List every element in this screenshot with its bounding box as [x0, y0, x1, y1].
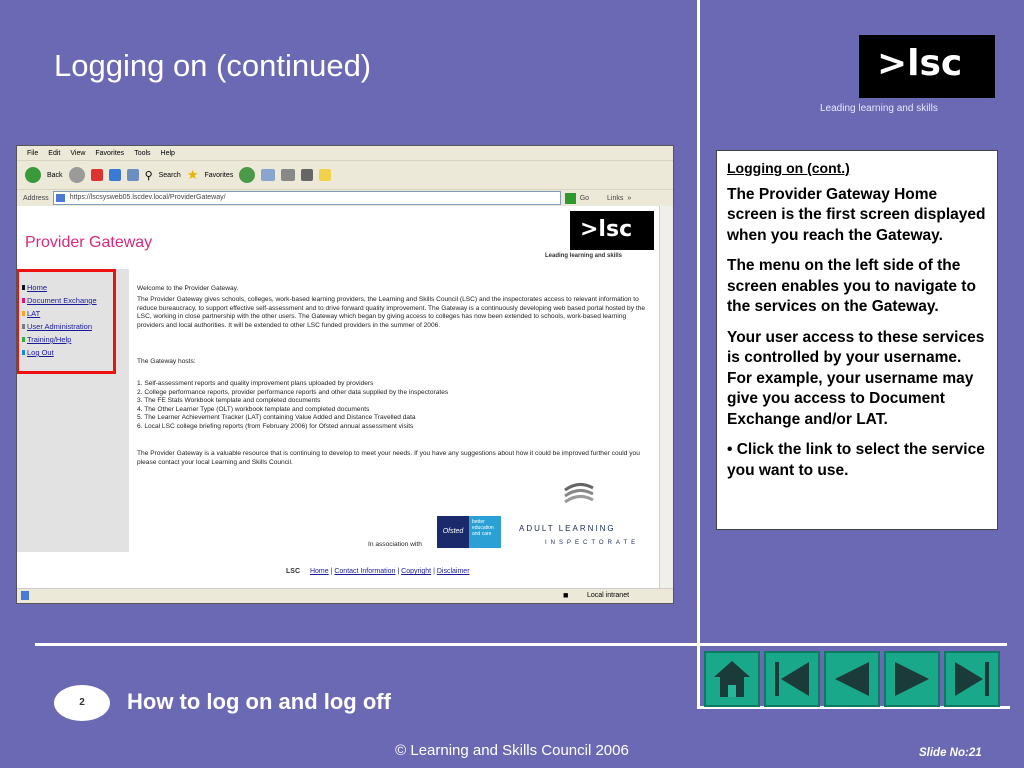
go-button[interactable]: Go — [579, 194, 590, 202]
host-item: 4. The Other Learner Type (OLT) workbook template and completed documents — [137, 405, 370, 413]
first-slide-button[interactable] — [764, 651, 820, 707]
ali-line2: INSPECTORATE — [545, 540, 640, 546]
next-icon — [891, 658, 933, 700]
previous-slide-button[interactable] — [824, 651, 880, 707]
search-button[interactable]: Search — [158, 171, 181, 179]
host-item: 6. Local LSC college briefing reports (from February 2006) for Ofsted annual assessment visits — [137, 422, 414, 430]
callout-paragraph: The menu on the left side of the screen enables you to navigate to the services on the Gateway. — [727, 257, 976, 315]
ali-line1: ADULT LEARNING — [519, 524, 616, 533]
gateway-logo-text: >lsc — [580, 217, 633, 242]
browser-window — [16, 145, 674, 604]
last-slide-button[interactable] — [944, 651, 1000, 707]
chevron-right-icon[interactable]: » — [627, 194, 632, 202]
host-item: 3. The FE Stats Workbook template and completed documents — [137, 397, 321, 405]
browser-menubar — [17, 146, 673, 160]
address-label: Address — [23, 194, 49, 202]
forward-icon[interactable] — [69, 167, 85, 183]
closing-text: The Provider Gateway is a valuable resource that is continuing to develop to meet your needs. If you have any suggestions about how it could be improved further could you please contact your local Learning and Skills Council. — [137, 450, 640, 466]
stop-icon[interactable] — [91, 169, 103, 181]
menu-favorites[interactable]: Favorites — [95, 149, 125, 157]
address-bar — [17, 189, 673, 206]
swirl-logo-icon — [563, 478, 595, 510]
slide-number: Slide No:21 — [919, 747, 982, 759]
menu-training-help-label: Training/Help — [27, 335, 72, 344]
menu-lat-label: LAT — [27, 309, 41, 318]
divider-horizontal — [35, 643, 1007, 646]
search-icon[interactable]: ⚲ — [144, 169, 153, 182]
menu-training-help[interactable] — [27, 335, 71, 344]
edit-icon[interactable] — [301, 169, 313, 181]
gateway-title: Provider Gateway — [25, 234, 153, 251]
menu-marker — [22, 311, 25, 316]
menu-marker — [22, 350, 25, 355]
notes-icon[interactable] — [319, 169, 331, 181]
menu-marker — [22, 324, 25, 329]
footer-link-contact[interactable]: Contact Information — [334, 568, 396, 575]
menu-help[interactable]: Help — [160, 149, 175, 157]
menu-document-exchange[interactable] — [27, 296, 97, 305]
lsc-tagline: Leading learning and skills — [820, 103, 938, 114]
association-text: In association with — [368, 541, 422, 548]
callout-paragraph: The Provider Gateway Home screen is the first screen displayed when you reach the Gateway. — [727, 185, 986, 244]
host-item: 5. The Learner Achievement Tracker (LAT) containing Value Added and Distance Travelled data — [137, 414, 416, 422]
menu-marker — [22, 298, 25, 303]
address-value: https://lscsysweb05.lscdev.local/ProviderGateway/ — [69, 194, 226, 201]
slide-title: Logging on (continued) — [54, 48, 372, 83]
host-item: 2. College performance reports, provider performance reports and other data supplied by the inspectorates — [137, 388, 449, 396]
menu-home[interactable] — [27, 283, 47, 292]
menu-file[interactable]: File — [27, 149, 39, 157]
page-content — [17, 206, 659, 589]
menu-user-administration[interactable] — [27, 322, 92, 331]
menu-view[interactable]: View — [70, 149, 86, 157]
browser-toolbar — [17, 160, 673, 189]
footer-link-home[interactable]: Home — [309, 568, 329, 575]
lock-icon: ■ — [563, 590, 569, 600]
browser-statusbar — [17, 588, 673, 603]
gateway-lsc-logo — [570, 211, 654, 250]
footer-prefix: LSC — [286, 568, 300, 575]
links-label[interactable]: Links — [607, 194, 624, 202]
menu-user-administration-label: User Administration — [27, 322, 93, 331]
menu-lat[interactable] — [27, 309, 40, 318]
menu-log-out[interactable] — [27, 348, 54, 357]
page-status-icon — [21, 591, 29, 600]
ofsted-tagline: better education and care — [469, 516, 501, 548]
zone-label: Local intranet — [587, 592, 630, 599]
vertical-scrollbar[interactable] — [659, 206, 673, 589]
address-input[interactable] — [53, 191, 561, 205]
menu-edit[interactable]: Edit — [48, 149, 61, 157]
menu-document-exchange-label: Document Exchange — [27, 296, 97, 305]
menu-log-out-label: Log Out — [27, 348, 54, 357]
hosts-heading: The Gateway hosts: — [137, 358, 196, 365]
home-icon — [711, 658, 753, 700]
favorites-icon[interactable]: ★ — [186, 167, 199, 182]
ofsted-logo: Ofsted — [437, 516, 469, 548]
callout-box — [716, 150, 998, 530]
print-icon[interactable] — [281, 169, 295, 181]
callout-paragraph: Your user access to these services is controlled by your username. For example, your username may give you access to Document Exchange and/or LAT. — [727, 328, 985, 428]
menu-home-label: Home — [27, 283, 48, 292]
next-slide-button[interactable] — [884, 651, 940, 707]
first-icon — [771, 658, 813, 700]
page-number-badge: 2 — [54, 685, 110, 721]
back-button[interactable]: Back — [47, 171, 63, 179]
back-icon[interactable] — [25, 167, 41, 183]
last-icon — [951, 658, 993, 700]
hosts-list — [137, 380, 652, 432]
intro-text: The Provider Gateway gives schools, colleges, work-based learning providers, the Learning and Skills Council (LSC) and the inspectorates access to relevant information to reduce bureaucracy, to support effective self-assessment and to drive forward quality improvement. The Gateway is a continuously developing web based portal hosted by the LSC, working in close partnership with the other users. The Gateway which began by giving access to colleges has now been extended to schools, work-based learning providers and local authorities. It will be extended to other LSC funded providers in the summer of 2006. — [137, 296, 645, 329]
section-title: How to log on and log off — [127, 689, 391, 714]
refresh-icon[interactable] — [109, 169, 121, 181]
copyright-text: © Learning and Skills Council 2006 — [395, 742, 629, 759]
footer-link-copyright[interactable]: Copyright — [401, 568, 432, 575]
lsc-logo — [859, 35, 995, 98]
gateway-footer: LSC Home | Contact Information | Copyright | Disclaimer — [286, 568, 470, 575]
mail-icon[interactable] — [261, 169, 275, 181]
gateway-logo-tagline: Leading learning and skills — [545, 253, 623, 259]
history-icon[interactable] — [239, 167, 255, 183]
callout-paragraph: • Click the link to select the service you want to use. — [727, 441, 985, 479]
home-icon[interactable] — [127, 169, 139, 181]
host-item: 1. Self-assessment reports and quality improvement plans uploaded by providers — [137, 380, 374, 387]
favorites-button[interactable]: Favorites — [204, 171, 234, 179]
welcome-text: Welcome to the Provider Gateway. — [137, 285, 239, 292]
menu-tools[interactable]: Tools — [134, 149, 151, 157]
menu-marker — [22, 285, 25, 290]
go-icon[interactable] — [565, 193, 576, 204]
callout-heading: Logging on (cont.) — [727, 160, 850, 176]
footer-link-disclaimer[interactable]: Disclaimer — [436, 568, 470, 575]
menu-marker — [22, 337, 25, 342]
page-icon — [56, 194, 65, 202]
divider-vertical — [697, 0, 700, 708]
previous-icon — [831, 658, 873, 700]
lsc-logo-text: >lsc — [877, 43, 963, 84]
home-nav-button[interactable] — [704, 651, 760, 707]
